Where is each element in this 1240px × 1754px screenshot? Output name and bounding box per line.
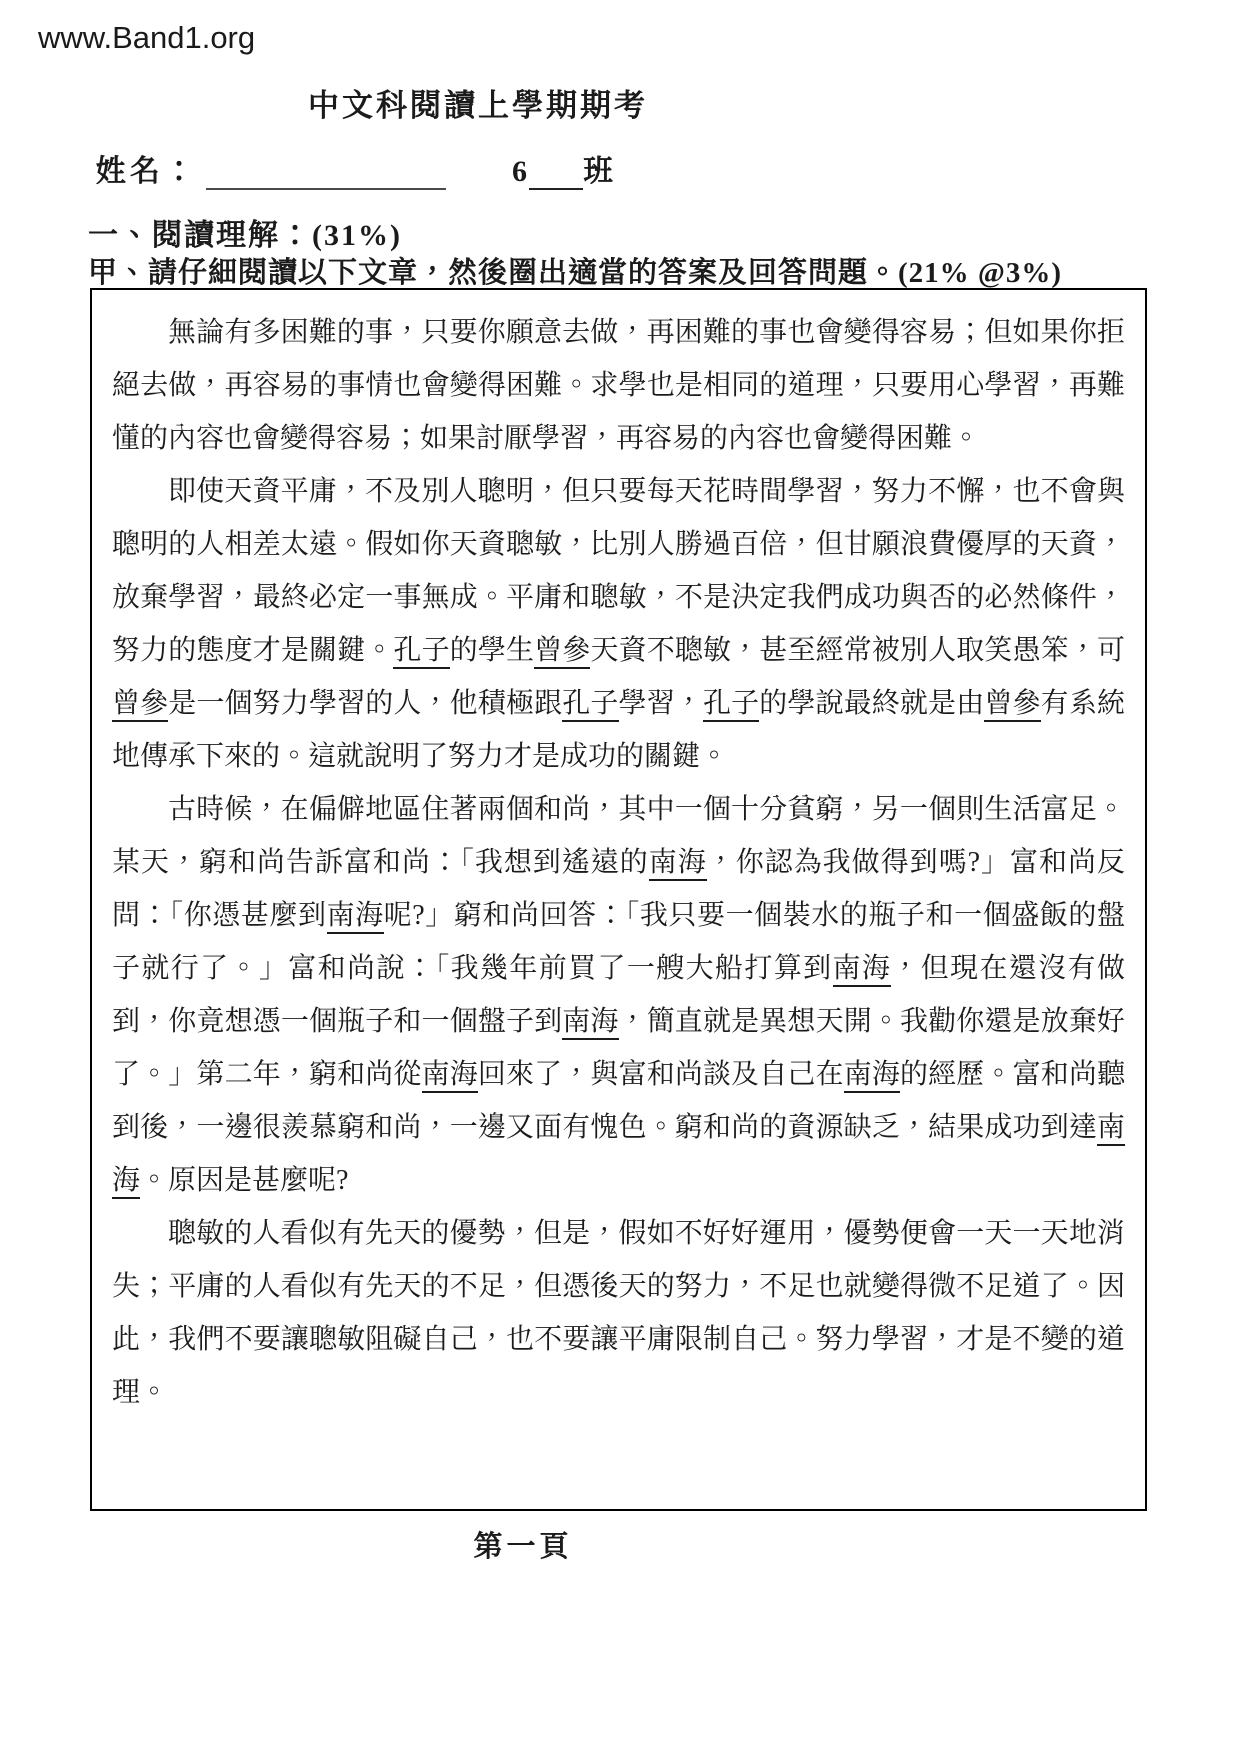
passage-text: ，簡直就是異想天開。我勸你還是放棄好了。」第二年，窮和尚從 <box>112 1006 1125 1090</box>
passage-text: 的學說最終就是由 <box>759 688 985 719</box>
proper-noun-underline: 南海 <box>649 847 707 881</box>
passage-paragraph <box>112 783 1125 1207</box>
passage-paragraph <box>112 306 1125 465</box>
proper-noun-underline: 南海 <box>112 1112 1125 1199</box>
passage-text: 呢?」窮和尚回答：「我只要一個裝水的瓶子和一個盛飯的盤子就行了。」富和尚說：「我幾年前買了一艘大船打算到 <box>112 900 1125 984</box>
passage-text: 的學生 <box>449 635 535 666</box>
proper-noun-underline: 孔子 <box>562 688 618 722</box>
proper-noun-underline: 孔子 <box>703 688 759 722</box>
passage-text: 。原因是甚麼呢? <box>140 1165 349 1196</box>
passage-text: 無論有多困難的事，只要你願意去做，再困難的事也會變得容易；但如果你拒絕去做，再容易的事情也會變得困難。求學也是相同的道理，只要用心學習，再難懂的內容也會變得容易；如果討厭學習，再容易的內容也會變得困難。 <box>112 317 1125 454</box>
name-label: 姓名： <box>96 155 198 188</box>
passage-text: 聰敏的人看似有先天的優勢，但是，假如不好好運用，優勢便會一天一天地消失；平庸的人看似有先天的不足，但憑後天的努力，不足也就變得微不足道了。因此，我們不要讓聰敏阻礙自己，也不要讓平庸限制自己。努力學習，才是不變的道理。 <box>112 1218 1125 1408</box>
passage-text: 回來了，與富和尚談及自己在 <box>477 1059 844 1090</box>
proper-noun-underline: 南海 <box>327 900 384 934</box>
page-number: 第一頁 <box>473 1531 573 1563</box>
passage-text: ，你認為我做得到嗎?」富和尚反問：「你憑甚麼到 <box>112 847 1125 931</box>
class-blank-line <box>529 152 583 190</box>
section-a-instruction: 甲、請仔細閱讀以下文章，然後圈出適當的答案及回答問題。(21% @3%) <box>88 257 1063 289</box>
class-label: 班 <box>583 155 615 188</box>
proper-noun-underline: 南海 <box>844 1059 900 1093</box>
section-one-heading: 一、閱讀理解：(31%) <box>88 219 402 252</box>
passage-text: 有系統地傳承下來的。這就說明了努力才是成功的關鍵。 <box>112 688 1125 772</box>
proper-noun-underline: 曾參 <box>112 688 168 722</box>
proper-noun-underline: 南海 <box>422 1059 478 1093</box>
passage-text: 是一個努力學習的人，他積極跟 <box>168 688 563 719</box>
name-blank-line <box>206 152 446 190</box>
passage-text: 的經歷。富和尚聽到後，一邊很羨慕窮和尚，一邊又面有愧色。窮和尚的資源缺乏，結果成功到達 <box>112 1059 1125 1143</box>
proper-noun-underline: 孔子 <box>393 635 449 669</box>
passage-paragraph <box>112 1207 1125 1419</box>
proper-noun-underline: 南海 <box>833 953 892 987</box>
proper-noun-underline: 曾參 <box>984 688 1040 722</box>
site-watermark: www.Band1.org <box>38 20 256 55</box>
passage-paragraph <box>112 465 1125 783</box>
passage-text: 天資不聰敏，甚至經常被別人取笑愚笨，可 <box>590 635 1125 666</box>
passage-text: 古時候，在偏僻地區住著兩個和尚，其中一個十分貧窮，另一個則生活富足。某天，窮和尚告訴富和尚：「我想到遙遠的 <box>112 794 1125 878</box>
proper-noun-underline: 南海 <box>562 1006 618 1040</box>
passage-text: ，但現在還沒有做到，你竟想憑一個瓶子和一個盤子到 <box>112 953 1125 1037</box>
exam-title: 中文科閱讀上學期期考 <box>308 88 648 123</box>
name-row <box>96 146 615 190</box>
class-number: 6 <box>512 155 529 188</box>
proper-noun-underline: 曾參 <box>534 635 590 669</box>
passage-text: 學習， <box>618 688 703 719</box>
passage-text: 即使天資平庸，不及別人聰明，但只要每天花時間學習，努力不懈，也不會與聰明的人相差太遠。假如你天資聰敏，比別人勝過百倍，但甘願浪費優厚的天資，放棄學習，最終必定一事無成。平庸和聰敏，不是決定我們成功與否的必然條件，努力的態度才是關鍵。 <box>112 476 1125 666</box>
reading-passage-box <box>90 288 1147 1511</box>
class-group <box>512 155 615 188</box>
